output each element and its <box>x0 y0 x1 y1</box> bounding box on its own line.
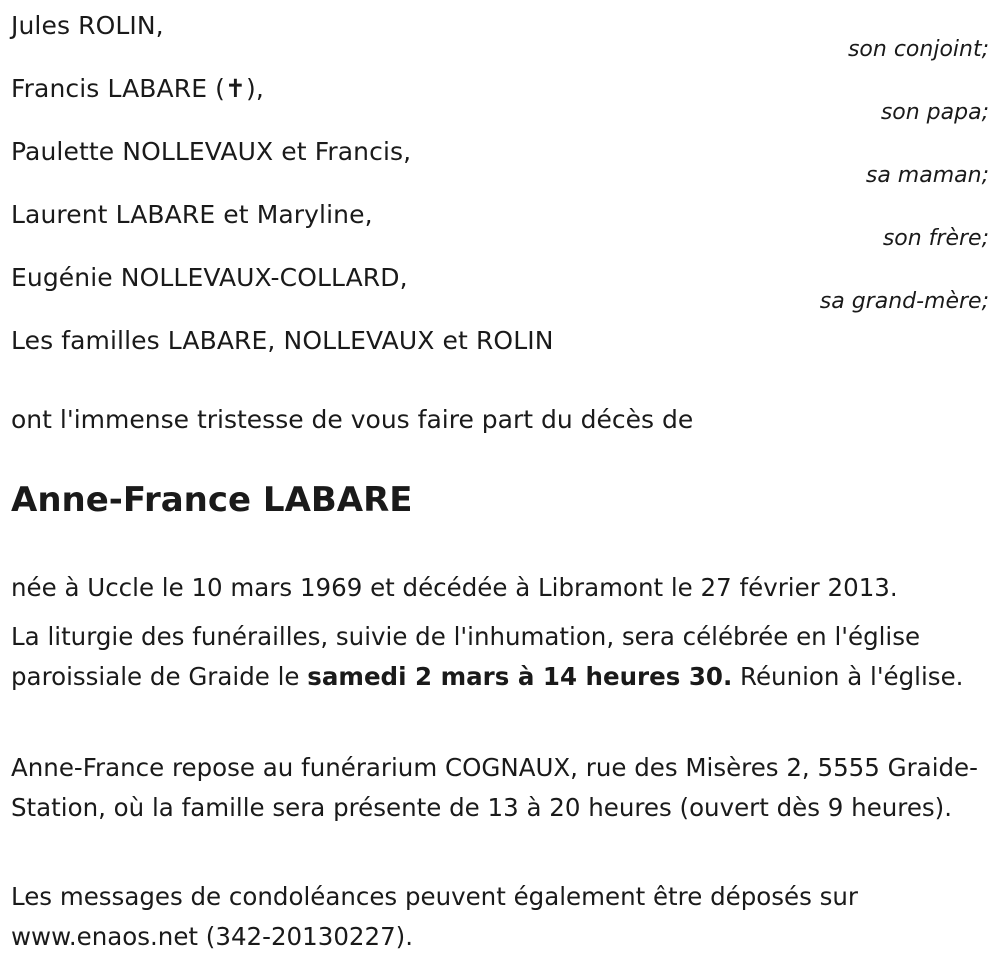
funerarium-block <box>11 748 996 828</box>
liturgy-text-end: Réunion à l'église. <box>732 662 964 691</box>
condolences-block <box>11 877 996 957</box>
family-member-relation: son frère; <box>882 226 989 251</box>
family-member-relation: son papa; <box>880 100 989 125</box>
condolences-text: Les messages de condoléances peuvent également être déposés sur www.enaos.net (342-20130227). <box>11 882 858 951</box>
family-member-name: Francis LABARE (✝), <box>11 74 264 103</box>
liturgy-date-time: samedi 2 mars à 14 heures 30. <box>307 662 733 691</box>
family-member-relation: sa grand-mère; <box>819 289 989 314</box>
family-member-name: Les familles LABARE, NOLLEVAUX et ROLIN <box>11 326 554 355</box>
family-member-relation: son conjoint; <box>847 37 989 62</box>
family-member-relation: sa maman; <box>865 163 989 188</box>
birth-death-text: née à Uccle le 10 mars 1969 et décédée à Libramont le 27 février 2013. <box>11 573 898 602</box>
family-member-name: Jules ROLIN, <box>11 11 164 40</box>
liturgy-text <box>11 617 996 697</box>
obituary-body <box>11 568 996 608</box>
liturgy-text-start: La liturgie des funérailles, suivie de l'inhumation, sera célébrée en l'église paroissiale de Graide le <box>11 622 921 691</box>
announcement-intro: ont l'immense tristesse de vous faire part du décès de <box>11 405 694 434</box>
family-member-name: Paulette NOLLEVAUX et Francis, <box>11 137 412 166</box>
family-member-name: Laurent LABARE et Maryline, <box>11 200 373 229</box>
funerarium-text: Anne-France repose au funérarium COGNAUX, rue des Misères 2, 5555 Graide-Station, où la famille sera présente de 13 à 20 heures (ouvert dès 9 heures). <box>11 753 978 822</box>
family-member-name: Eugénie NOLLEVAUX-COLLARD, <box>11 263 408 292</box>
deceased-name: Anne-France LABARE <box>11 480 413 520</box>
liturgy-block <box>11 617 996 697</box>
